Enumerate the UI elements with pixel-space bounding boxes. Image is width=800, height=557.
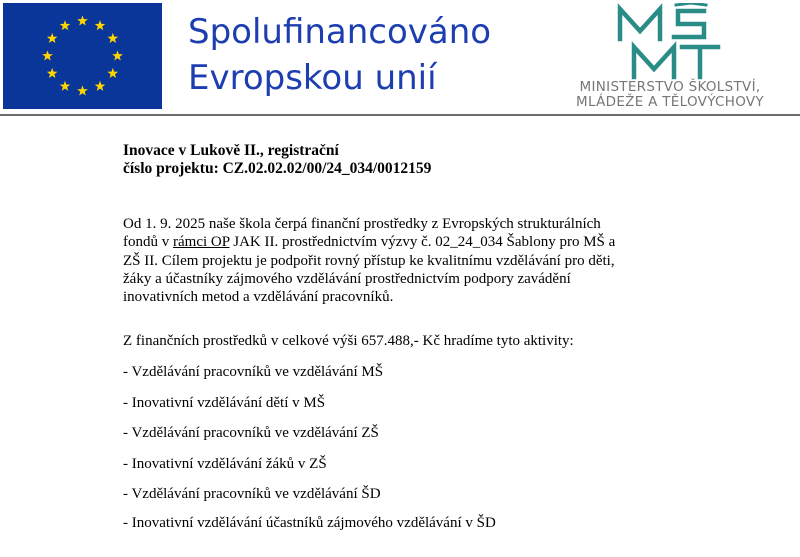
eu-stars-icon xyxy=(3,3,162,109)
intro-line-2-start: fondů v xyxy=(123,234,173,251)
cofinanced-line-1: Spolufinancováno xyxy=(188,12,492,52)
funding-amount-line: Z finančních prostředků v celkové výši 657.488,- Kč hradíme tyto aktivity: xyxy=(123,333,574,349)
intro-line-3: ZŠ II. Cílem projektu je podpořit rovný přístup ke kvalitnímu vzdělávání pro děti, xyxy=(123,252,615,269)
heading-line-2: číslo projektu: CZ.02.02.02/00/24_034/0012159 xyxy=(123,160,432,177)
activity-item: - Inovativní vzdělávání žáků v ZŠ xyxy=(123,456,327,472)
op-framework-link[interactable]: rámci OP xyxy=(173,234,230,251)
ministry-name xyxy=(556,80,784,110)
intro-line-4: žáky a účastníky zájmového vzdělávání prostřednictvím podpory zavádění xyxy=(123,270,571,287)
ministry-line-2: MLÁDEŽE A TĚLOVÝCHOVY xyxy=(576,94,764,110)
intro-line-1: Od 1. 9. 2025 naše škola čerpá finanční prostředky z Evropských strukturálních xyxy=(123,216,601,232)
banner-divider xyxy=(0,114,800,116)
activity-item: - Inovativní vzdělávání účastníků zájmového vzdělávání v ŠD xyxy=(123,515,496,531)
ministry-line-1: MINISTERSTVO ŠKOLSTVÍ, xyxy=(579,79,761,95)
cofinanced-line-2: Evropskou unií xyxy=(188,58,437,98)
msmt-monogram-icon xyxy=(612,3,724,81)
intro-line-2 xyxy=(123,233,633,251)
project-heading xyxy=(123,142,431,178)
activity-item: - Vzdělávání pracovníků ve vzdělávání ŠD xyxy=(123,486,381,502)
msmt-logo xyxy=(612,3,724,81)
intro-paragraph xyxy=(123,215,633,306)
activity-item: - Vzdělávání pracovníků ve vzdělávání MŠ xyxy=(123,364,384,380)
activity-item: - Vzdělávání pracovníků ve vzdělávání ZŠ xyxy=(123,425,379,441)
eu-flag-logo xyxy=(3,3,162,109)
intro-line-5: inovativních metod a vzdělávání pracovníků. xyxy=(123,289,394,306)
heading-line-1: Inovace v Lukově II., registrační xyxy=(123,142,339,159)
cofinanced-by-eu-text xyxy=(188,9,491,101)
activity-item: - Inovativní vzdělávání dětí v MŠ xyxy=(123,395,326,411)
intro-line-2-end: JAK II. prostřednictvím výzvy č. 02_24_034 Šablony pro MŠ a xyxy=(229,234,616,251)
cofinancing-banner xyxy=(0,0,800,118)
